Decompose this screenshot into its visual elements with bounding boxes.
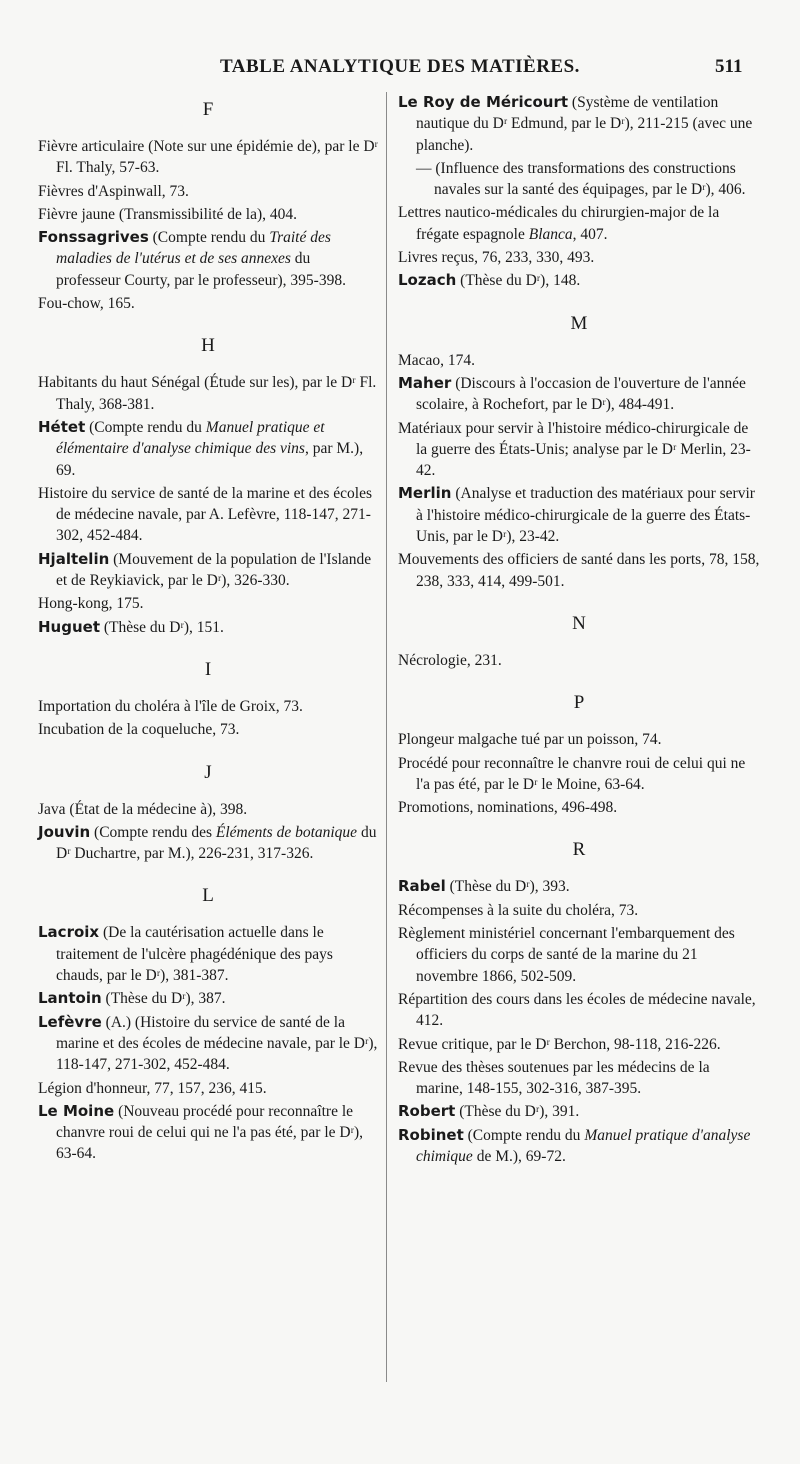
- index-entry: Lozach (Thèse du Dʳ), 148.: [398, 271, 581, 290]
- index-entry: Rabel (Thèse du Dʳ), 393.: [398, 877, 570, 896]
- entry-name: Merlin: [398, 484, 452, 503]
- section-letter-l: L: [202, 885, 214, 907]
- index-entry: Répartition des cours dans les écoles de médecine navale, 412.: [398, 990, 756, 1030]
- section-letter-j: J: [204, 761, 212, 783]
- index-entry: Règlement ministériel concernant l'embarquement des officiers du corps de santé de la marine du 21 novembre 1866, 502-509.: [398, 925, 735, 985]
- entry-name: Maher: [398, 373, 452, 392]
- section-letter-i: I: [204, 658, 212, 680]
- index-entry: Incubation de la coqueluche, 73.: [38, 721, 240, 739]
- index-entry: Plongeur malgache tué par un poisson, 74.: [398, 731, 662, 749]
- work-title: Manuel pratique d'analyse chimique: [416, 1126, 751, 1165]
- index-entry: Macao, 174.: [398, 351, 476, 369]
- section-letter-n: N: [572, 612, 586, 634]
- index-entry: Le Roy de Méricourt (Système de ventilation nautique du Dʳ Edmund, par le Dʳ), 211-215 (avec une planche).: [398, 93, 753, 154]
- index-entry: Robert (Thèse du Dʳ), 391.: [398, 1102, 580, 1121]
- index-subentry: — (Influence des transformations des constructions navales sur la santé des équipages, par le Dʳ), 406.: [416, 159, 746, 199]
- index-entry: Lefèvre (A.) (Histoire du service de santé de la marine et des écoles de médecine navale, par le Dʳ), 118-147, 271-302, 452-484.: [38, 1012, 378, 1074]
- index-entry: Procédé pour reconnaître le chanvre roui de celui qui ne l'a pas été, par le Dʳ le Moine, 63-64.: [398, 754, 746, 793]
- section-letter-r: R: [572, 839, 586, 861]
- ship-name: Blanca: [528, 225, 573, 243]
- work-title: Manuel pratique et élémentaire d'analyse chimique des vins: [56, 418, 325, 458]
- index-entry: Revue des thèses soutenues par les médecins de la marine, 148-155, 302-316, 387-395.: [398, 1058, 710, 1098]
- column-divider: [386, 92, 387, 1382]
- entry-name: Rabel: [398, 877, 446, 896]
- entry-name: Le Roy de Méricourt: [398, 93, 569, 111]
- index-entry: Matériaux pour servir à l'histoire médico-chirurgicale de la guerre des États-Unis; analyse par le Dʳ Merlin, 23-42.: [398, 419, 751, 480]
- entry-name: Lacroix: [38, 923, 100, 942]
- index-entry: Merlin (Analyse et traduction des matériaux pour servir à l'histoire médico-chirurgicale de la guerre des États-Unis, par le Dʳ), 23-42.: [398, 484, 755, 546]
- index-entry: Fièvre articulaire (Note sur une épidémie de), par le Dʳ Fl. Thaly, 57-63.: [38, 138, 378, 177]
- entry-name: Le Moine: [38, 1101, 115, 1120]
- index-entry: Habitants du haut Sénégal (Étude sur les), par le Dʳ Fl. Thaly, 368-381.: [38, 374, 377, 413]
- index-entry: Légion d'honneur, 77, 157, 236, 415.: [38, 1079, 267, 1097]
- index-entry: Lettres nautico-médicales du chirurgien-major de la frégate espagnole Blanca, 407.: [398, 204, 720, 243]
- page-number: 511: [715, 56, 743, 77]
- section-letter-f: F: [202, 99, 214, 120]
- work-title: Traité des maladies de l'utérus et de ses annexes: [56, 229, 331, 268]
- section-letter-m: M: [570, 312, 588, 334]
- index-entry: Fièvres d'Aspinwall, 73.: [38, 182, 189, 200]
- entry-name: Fonssagrives: [38, 228, 149, 247]
- running-title: TABLE ANALYTIQUE DES MATIÈRES.: [220, 56, 580, 77]
- index-entry: Promotions, nominations, 496-498.: [398, 799, 618, 817]
- index-entry: Jouvin (Compte rendu des Éléments de botanique du Dʳ Duchartre, par M.), 226-231, 317-326.: [38, 822, 377, 863]
- index-entry: Récompenses à la suite du choléra, 73.: [398, 901, 639, 919]
- index-entry: Mouvements des officiers de santé dans les ports, 78, 158, 238, 333, 414, 499-501.: [398, 551, 760, 590]
- entry-name: Robinet: [398, 1125, 464, 1144]
- index-entry: Lacroix (De la cautérisation actuelle dans le traitement de l'ulcère phagédénique des pays chauds, par le Dʳ), 381-387.: [38, 923, 333, 985]
- index-entry: Hong-kong, 175.: [38, 595, 144, 613]
- index-entry: Huguet (Thèse du Dʳ), 151.: [38, 617, 224, 636]
- page-header: [0, 56, 800, 86]
- entry-name: Robert: [398, 1102, 456, 1121]
- index-entry: Fou-chow, 165.: [38, 295, 135, 313]
- index-entry: Importation du choléra à l'île de Groix, 73.: [38, 697, 303, 715]
- left-column: [38, 92, 378, 1167]
- index-entry: Fièvre jaune (Transmissibilité de la), 404.: [38, 205, 298, 223]
- index-entry: Maher (Discours à l'occasion de l'ouverture de l'année scolaire, à Rochefort, par le Dʳ), 484-491.: [398, 373, 746, 414]
- index-entry: Lantoin (Thèse du Dʳ), 387.: [38, 989, 226, 1008]
- entry-name: Jouvin: [38, 822, 91, 841]
- entry-name: Lefèvre: [38, 1012, 102, 1031]
- index-entry: Hjaltelin (Mouvement de la population de l'Islande et de Reykiavick, par le Dʳ), 326-330.: [38, 549, 372, 590]
- index-entry: Nécrologie, 231.: [398, 651, 502, 669]
- right-column: [398, 92, 760, 1169]
- index-entry: Robinet (Compte rendu du Manuel pratique d'analyse chimique de M.), 69-72.: [398, 1125, 751, 1165]
- entry-name: Lantoin: [38, 989, 102, 1008]
- index-entry: Histoire du service de santé de la marine et des écoles de médecine navale, par A. Lefèvre, 118-147, 271-302, 452-484.: [38, 484, 372, 545]
- section-letter-p: P: [573, 692, 585, 714]
- index-entry: Livres reçus, 76, 233, 330, 493.: [398, 249, 595, 267]
- index-entry: Hétet (Compte rendu du Manuel pratique et élémentaire d'analyse chimique des vins, par M.), 69.: [38, 417, 364, 479]
- index-entry: Java (État de la médecine à), 398.: [38, 800, 248, 818]
- entry-name: Hétet: [38, 417, 86, 436]
- section-letter-h: H: [201, 335, 215, 357]
- work-title: Éléments de botanique: [215, 823, 358, 841]
- entry-name: Huguet: [38, 617, 100, 636]
- entry-name: Hjaltelin: [38, 549, 110, 568]
- index-entry: Fonssagrives (Compte rendu du Traité des maladies de l'utérus et de ses annexes du professeur Courty, par le professeur), 395-398.: [38, 228, 346, 289]
- index-entry: Le Moine (Nouveau procédé pour reconnaître le chanvre roui de celui qui ne l'a pas été, par le Dʳ), 63-64.: [38, 1101, 363, 1163]
- index-entry: Revue critique, par le Dʳ Berchon, 98-118, 216-226.: [398, 1035, 721, 1053]
- entry-name: Lozach: [398, 271, 457, 290]
